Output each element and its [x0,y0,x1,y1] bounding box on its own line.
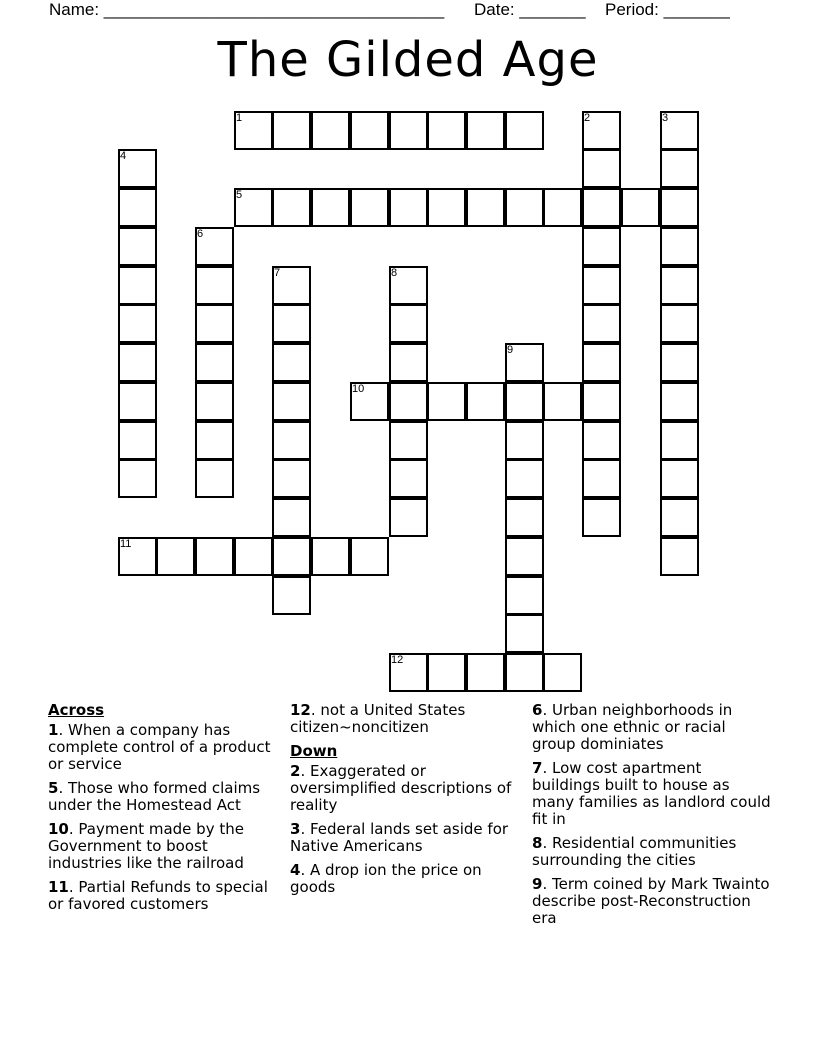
grid-cell[interactable] [543,653,582,692]
grid-cell[interactable] [466,653,505,692]
grid-cell[interactable] [156,537,195,576]
grid-cell[interactable] [505,537,544,576]
grid-cell[interactable] [466,188,505,227]
clue-across-1: 1. When a company has complete control of a product or service [48,721,271,773]
grid-cell[interactable] [582,188,621,227]
grid-cell[interactable] [311,188,350,227]
cell-number-7: 7 [274,267,281,279]
grid-cell[interactable] [118,227,157,266]
grid-cell[interactable] [660,188,699,227]
grid-cell[interactable] [195,304,234,343]
grid-cell[interactable] [505,111,544,150]
grid-cell[interactable] [389,382,428,421]
grid-cell[interactable] [389,459,428,498]
grid-cell[interactable] [389,343,428,382]
grid-cell[interactable] [505,188,544,227]
grid-cell[interactable] [272,459,311,498]
clue-down-3: 3. Federal lands set aside for Native Americans [290,820,509,855]
cell-number-1: 1 [236,112,243,124]
grid-cell[interactable] [272,188,311,227]
cell-number-11: 11 [120,538,132,550]
grid-cell[interactable] [660,149,699,188]
clue-down-7: 7. Low cost apartment buildings built to house as many families as landlord could fit in [532,759,771,828]
grid-cell[interactable] [505,382,544,421]
grid-cell[interactable] [660,227,699,266]
grid-cell[interactable] [660,459,699,498]
grid-cell[interactable] [660,343,699,382]
grid-cell[interactable] [505,614,544,653]
grid-cell[interactable] [118,421,157,460]
grid-cell[interactable] [118,459,157,498]
cell-number-4: 4 [120,150,127,162]
grid-cell[interactable] [350,537,389,576]
grid-cell[interactable] [582,498,621,537]
grid-cell[interactable] [621,188,660,227]
grid-cell[interactable] [505,576,544,615]
grid-cell[interactable] [582,304,621,343]
grid-cell[interactable] [389,304,428,343]
grid-cell[interactable] [350,188,389,227]
grid-cell[interactable] [311,111,350,150]
puzzle-title: The Gilded Age [217,32,599,88]
clue-across-10: 10. Payment made by the Government to boost industries like the railroad [48,820,244,872]
grid-cell[interactable] [543,188,582,227]
grid-cell[interactable] [272,343,311,382]
grid-cell[interactable] [660,537,699,576]
clue-down-9: 9. Term coined by Mark Twainto describe post-Reconstruction era [532,875,770,927]
grid-cell[interactable] [118,188,157,227]
clue-across-11: 11. Partial Refunds to special or favored customers [48,878,268,913]
grid-cell[interactable] [272,498,311,537]
grid-cell[interactable] [427,653,466,692]
grid-cell[interactable] [350,111,389,150]
cell-number-8: 8 [391,267,398,279]
across-heading: Across [48,701,105,719]
cell-number-6: 6 [197,228,204,240]
grid-cell[interactable] [118,382,157,421]
grid-cell[interactable] [195,382,234,421]
grid-cell[interactable] [505,421,544,460]
grid-cell[interactable] [427,111,466,150]
grid-cell[interactable] [660,382,699,421]
date-field[interactable]: Date: _______ [474,0,586,19]
clues-column-3 [532,702,772,934]
grid-cell[interactable] [660,266,699,305]
grid-cell[interactable] [272,421,311,460]
cell-number-2: 2 [584,112,591,124]
clue-down-4: 4. A drop ion the price on goods [290,861,482,896]
grid-cell[interactable] [195,537,234,576]
grid-cell[interactable] [543,382,582,421]
grid-cell[interactable] [582,149,621,188]
cell-number-9: 9 [507,344,514,356]
grid-cell[interactable] [389,498,428,537]
clues-column-2 [290,702,522,903]
grid-cell[interactable] [195,343,234,382]
grid-cell[interactable] [427,188,466,227]
grid-cell[interactable] [272,111,311,150]
clue-down-8: 8. Residential communities surrounding the cities [532,834,737,869]
down-heading: Down [290,742,338,760]
grid-cell[interactable] [389,421,428,460]
grid-cell[interactable] [660,421,699,460]
grid-cell[interactable] [389,111,428,150]
clue-across-12: 12. not a United States citizen~noncitizen [290,701,466,736]
grid-cell[interactable] [582,382,621,421]
grid-cell[interactable] [118,266,157,305]
grid-cell[interactable] [466,382,505,421]
name-field[interactable]: Name: ____________________________________ [49,0,445,19]
grid-cell[interactable] [505,653,544,692]
grid-cell[interactable] [427,382,466,421]
grid-cell[interactable] [582,421,621,460]
grid-cell[interactable] [272,304,311,343]
grid-cell[interactable] [582,343,621,382]
grid-cell[interactable] [582,227,621,266]
grid-cell[interactable] [505,498,544,537]
clues-column-1 [48,702,284,920]
cell-number-12: 12 [391,654,404,666]
cell-number-5: 5 [236,189,243,201]
grid-cell[interactable] [272,537,311,576]
grid-cell[interactable] [234,537,273,576]
period-field[interactable]: Period: _______ [605,0,730,19]
clue-down-6: 6. Urban neighborhoods in which one ethnic or racial group dominiates [532,701,733,753]
grid-cell[interactable] [272,576,311,615]
cell-number-3: 3 [662,112,669,124]
grid-cell[interactable] [195,459,234,498]
grid-cell[interactable] [582,266,621,305]
grid-cell[interactable] [195,266,234,305]
grid-cell[interactable] [505,459,544,498]
grid-cell[interactable] [311,537,350,576]
grid-cell[interactable] [195,421,234,460]
grid-cell[interactable] [466,111,505,150]
grid-cell[interactable] [272,382,311,421]
cell-number-10: 10 [352,383,365,395]
grid-cell[interactable] [660,304,699,343]
grid-cell[interactable] [582,459,621,498]
grid-cell[interactable] [118,343,157,382]
clue-down-2: 2. Exaggerated or oversimplified descriptions of reality [290,762,512,814]
clue-across-5: 5. Those who formed claims under the Homestead Act [48,779,261,814]
grid-cell[interactable] [660,498,699,537]
grid-cell[interactable] [389,188,428,227]
grid-cell[interactable] [118,304,157,343]
